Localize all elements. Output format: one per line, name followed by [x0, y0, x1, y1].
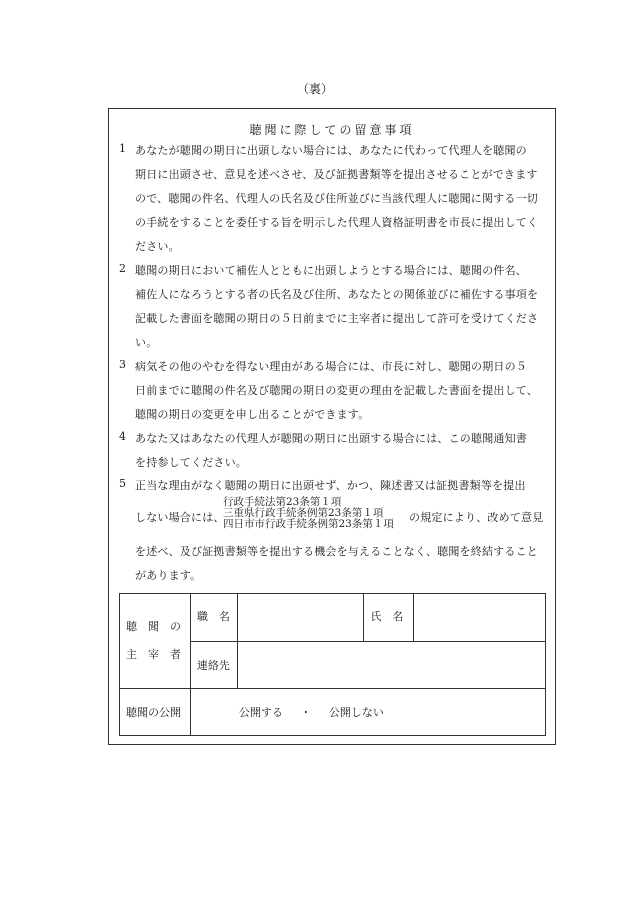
item-line: があります。 — [135, 569, 202, 582]
item-line: ので、聴聞の件名、代理人の氏名及び住所並びに当該代理人に聴聞に関する一切 — [135, 192, 538, 205]
title-value-field[interactable] — [237, 594, 364, 642]
public-option-no[interactable]: 公開しない — [328, 706, 384, 719]
item-number: 5 — [119, 477, 126, 490]
item-number: 3 — [119, 358, 126, 371]
item-line: い。 — [135, 336, 158, 349]
presider-table — [119, 593, 546, 736]
public-option-yes[interactable]: 公開する — [238, 706, 283, 719]
item-line: ださい。 — [135, 240, 180, 253]
law-options-stack — [223, 497, 394, 530]
notice-title: 聴聞に際しての留意事項 — [249, 123, 415, 137]
name-label: 氏 名 — [370, 610, 404, 623]
notice-item-2 — [119, 262, 549, 358]
item-number: 2 — [119, 262, 126, 275]
law-option: 三重県行政手続条例第23条第１項 — [223, 507, 384, 519]
page-side-label: （裏） — [296, 82, 333, 96]
public-label: 聴聞の公開 — [126, 706, 181, 719]
item-line: あなたが聴聞の期日に出頭しない場合には、あなたに代わって代理人を聴聞の — [135, 144, 527, 157]
law-option: 四日市市行政手続条例第23条第１項 — [223, 518, 394, 530]
contact-label: 連絡先 — [196, 659, 230, 672]
contact-label-cell — [190, 642, 237, 689]
notice-item-5 — [119, 477, 549, 587]
name-label-cell — [364, 594, 414, 642]
item-line: 聴聞の期日において補佐人とともに出頭しようとする場合には、聴聞の件名、 — [135, 264, 527, 277]
notice-item-3 — [119, 358, 549, 430]
item-line: しない場合には、 — [135, 511, 225, 524]
public-options-cell — [190, 689, 545, 736]
item-line: 病気その他のやむを得ない理由がある場合には、市長に対し、聴聞の期日の５ — [135, 360, 527, 373]
contact-value-field[interactable] — [237, 642, 545, 689]
presider-header-line2: 主 宰 者 — [126, 648, 181, 661]
item-line: 正当な理由がなく聴聞の期日に出頭せず、かつ、陳述書又は証拠書類等を提出 — [135, 479, 526, 492]
public-label-cell — [120, 689, 191, 736]
item-line: あなた又はあなたの代理人が聴聞の期日に出頭する場合には、この聴聞通知書 — [135, 432, 527, 445]
item-line: 期日に出頭させ、意見を述べさせ、及び証拠書類等を提出させることができます — [135, 168, 538, 181]
item-line: の規定により、改めて意見 — [409, 511, 544, 524]
title-label: 職 名 — [196, 610, 230, 623]
item-line: 補佐人になろうとする者の氏名及び住所、あなたとの関係並びに補佐する事項を — [135, 288, 539, 301]
presider-header-line1: 聴 聞 の — [126, 620, 181, 633]
notice-item-1 — [119, 142, 549, 262]
name-value-field[interactable] — [414, 594, 546, 642]
item-line: を持参してください。 — [135, 456, 247, 469]
presider-header-cell — [120, 594, 191, 689]
item-line: 日前までに聴聞の件名及び聴聞の期日の変更の理由を記載した書面を提出して、 — [135, 384, 538, 397]
title-label-cell — [190, 594, 237, 642]
notice-item-4 — [119, 430, 549, 478]
public-separator: ・ — [300, 706, 312, 719]
item-number: 1 — [119, 142, 126, 155]
law-option: 行政手続法第23条第１項 — [223, 496, 342, 508]
item-number: 4 — [119, 430, 126, 443]
item-line: 記載した書面を聴聞の期日の５日前までに主宰者に提出して許可を受けてくださ — [135, 312, 539, 325]
item-line: 聴聞の期日の変更を申し出ることができます。 — [135, 408, 370, 421]
item-line: の手続をすることを委任する旨を明示した代理人資格証明書を市長に提出してく — [135, 216, 539, 229]
item-line: を述べ、及び証拠書類等を提出する機会を与えることなく、聴聞を終結すること — [135, 545, 538, 558]
